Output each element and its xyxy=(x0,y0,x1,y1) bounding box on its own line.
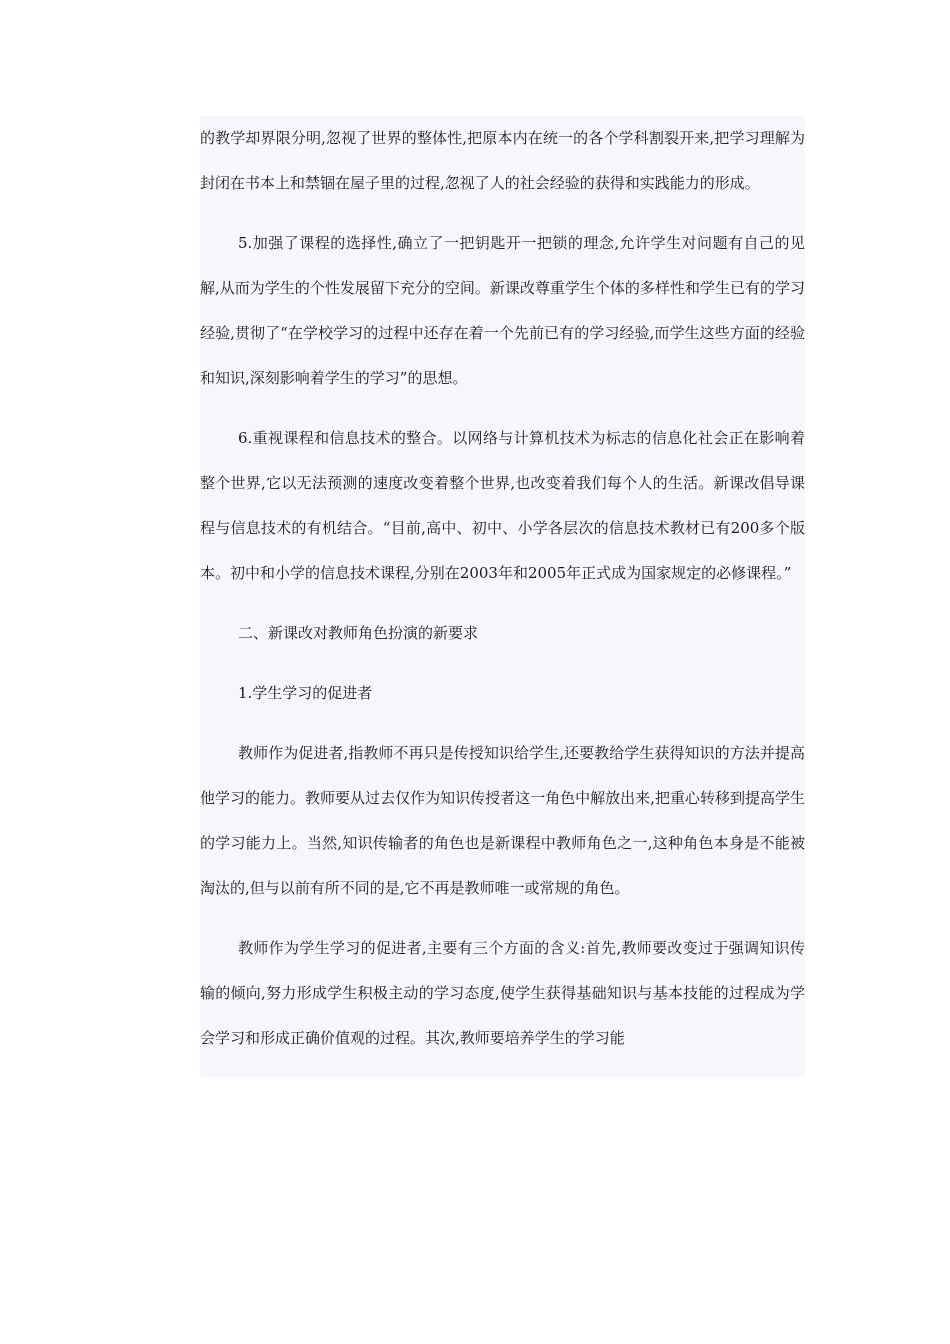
paragraph-continuation: 的教学却界限分明,忽视了世界的整体性,把原本内在统一的各个学科割裂开来,把学习理解为封闭在书本上和禁锢在屋子里的过程,忽视了人的社会经验的获得和实践能力的形成。 xyxy=(200,129,805,192)
paragraph-gap xyxy=(200,716,805,731)
paragraph-gap xyxy=(200,656,805,671)
subsection-heading: 1.学生学习的促进者 xyxy=(238,684,373,702)
paragraph-gap xyxy=(200,401,805,416)
paragraph-gap xyxy=(200,206,805,221)
section-heading: 二、新课改对教师角色扮演的新要求 xyxy=(238,624,479,642)
paragraph-gap xyxy=(200,596,805,611)
paragraph-promoter-definition: 教师作为促进者,指教师不再只是传授知识给学生,还要教给学生获得知识的方法并提高他学习的能力。教师要从过去仅作为知识传授者这一角色中解放出来,把重心转移到提高学生的学习能力上。当然,知识传输者的角色也是新课程中教师角色之一,这种角色本身是不能被淘汰的,但与以前有所不同的是,它不再是教师唯一或常规的角色。 xyxy=(200,744,805,897)
paragraph-item-6: 6.重视课程和信息技术的整合。以网络与计算机技术为标志的信息化社会正在影响着整个世界,它以无法预测的速度改变着整个世界,也改变着我们每个人的生活。新课改倡导课程与信息技术的有机结合。“目前,高中、初中、小学各层次的信息技术教材已有200多个版本。初中和小学的信息技术课程,分别在2003年和2005年正式成为国家规定的必修课程。” xyxy=(200,429,805,582)
paragraph-item-5: 5.加强了课程的选择性,确立了一把钥匙开一把锁的理念,允许学生对问题有自己的见解,从而为学生的个性发展留下充分的空间。新课改尊重学生个体的多样性和学生已有的学习经验,贯彻了“在学校学习的过程中还存在着一个先前已有的学习经验,而学生这些方面的经验和知识,深刻影响着学生的学习”的思想。 xyxy=(200,234,805,387)
document-body xyxy=(200,116,805,1077)
paragraph-gap xyxy=(200,911,805,926)
paragraph-promoter-meaning: 教师作为学生学习的促进者,主要有三个方面的含义:首先,教师要改变过于强调知识传输的倾向,努力形成学生积极主动的学习态度,使学生获得基础知识与基本技能的过程成为学会学习和形成正确价值观的过程。其次,教师要培养学生的学习能 xyxy=(200,939,805,1047)
